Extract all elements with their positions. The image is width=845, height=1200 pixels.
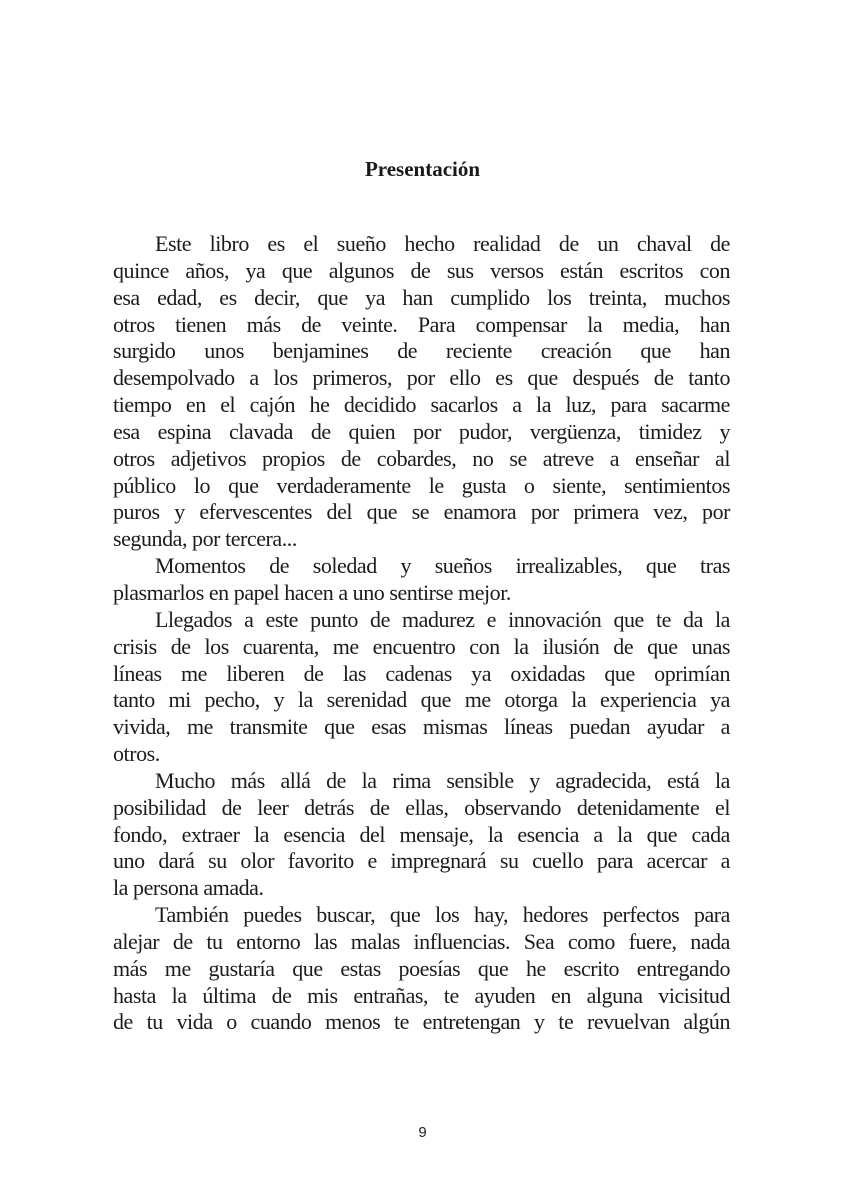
text-line: quince años, ya que algunos de sus versos están escritos con	[113, 257, 730, 283]
text-line: más me gustaría que estas poesías que he escrito entregando	[113, 955, 730, 981]
text-line: También puedes buscar, que los hay, hedores perfectos para	[155, 902, 730, 928]
text-line: posibilidad de leer detrás de ellas, observando detenidamente el	[113, 794, 730, 820]
text-line: Este libro es el sueño hecho realidad de un chaval de	[155, 231, 730, 256]
text-line: Llegados a este punto de madurez e innovación que te da la	[155, 606, 730, 632]
text-line: desempolvado a los primeros, por ello es que después de tanto	[113, 365, 730, 391]
chapter-title: Presentación	[364, 157, 481, 181]
text-line: otros tienen más de veinte. Para compensar la media, han	[113, 311, 730, 337]
text-line: de tu vida o cuando menos te entretengan y te revuelvan algún	[113, 1009, 730, 1035]
body-text	[113, 231, 730, 1036]
text-line: puros y efervescentes del que se enamora por primera vez, por	[113, 499, 730, 525]
text-line: Momentos de soledad y sueños irrealizables, que tras	[155, 553, 730, 579]
text-line: otros adjetivos propios de cobardes, no se atreve a enseñar al	[113, 445, 730, 471]
text-line: la persona amada.	[113, 875, 264, 901]
text-line: otros.	[113, 741, 160, 767]
text-line: fondo, extraer la esencia del mensaje, la esencia a la que cada	[113, 821, 730, 847]
text-line: segunda, por tercera...	[113, 526, 297, 552]
text-line: plasmarlos en papel hacen a uno sentirse mejor.	[113, 579, 511, 605]
text-line: vivida, me transmite que esas mismas líneas puedan ayudar a	[113, 714, 730, 740]
text-line: tanto mi pecho, y la serenidad que me otorga la experiencia ya	[113, 687, 730, 713]
text-line: público lo que verdaderamente le gusta o siente, sentimientos	[113, 472, 730, 498]
text-line: esa edad, es decir, que ya han cumplido los treinta, muchos	[113, 284, 730, 310]
text-line: alejar de tu entorno las malas influencias. Sea como fuere, nada	[113, 928, 730, 954]
text-line: hasta la última de mis entrañas, te ayuden en alguna vicisitud	[113, 982, 730, 1008]
text-line: uno dará su olor favorito e impregnará su cuello para acercar a	[113, 848, 730, 874]
text-line: líneas me liberen de las cadenas ya oxidadas que oprimían	[113, 660, 730, 686]
text-line: surgido unos benjamines de reciente creación que han	[113, 338, 730, 364]
text-line: esa espina clavada de quien por pudor, vergüenza, timidez y	[113, 418, 730, 444]
text-line: tiempo en el cajón he decidido sacarlos a la luz, para sacarme	[113, 392, 730, 418]
page-number: 9	[418, 1124, 427, 1141]
text-line: Mucho más allá de la rima sensible y agradecida, está la	[155, 767, 730, 793]
text-line: crisis de los cuarenta, me encuentro con la ilusión de que unas	[113, 633, 730, 659]
